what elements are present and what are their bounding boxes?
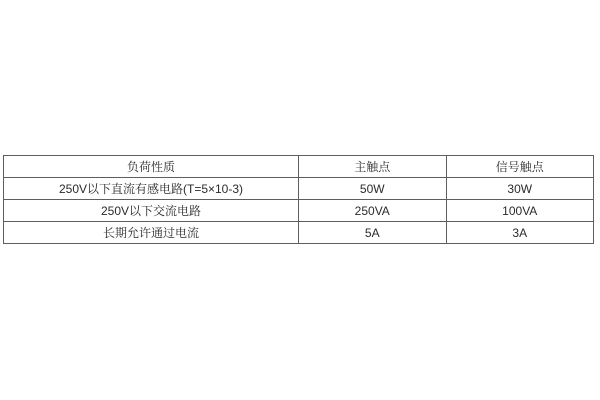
load-spec-table — [3, 155, 594, 244]
table-cell: 长期允许通过电流 — [4, 222, 299, 244]
header-cell-load-nature: 负荷性质 — [4, 156, 299, 178]
table-row — [4, 200, 594, 222]
table-cell: 250V以下交流电路 — [4, 200, 299, 222]
table-cell: 3A — [446, 222, 594, 244]
table-cell: 5A — [299, 222, 447, 244]
table-row — [4, 178, 594, 200]
table-cell: 250V以下直流有感电路(T=5×10-3) — [4, 178, 299, 200]
table-row — [4, 222, 594, 244]
table-cell: 250VA — [299, 200, 447, 222]
table-header-row — [4, 156, 594, 178]
table-cell: 30W — [446, 178, 594, 200]
header-cell-main-contact: 主触点 — [299, 156, 447, 178]
table-cell: 50W — [299, 178, 447, 200]
table-cell: 100VA — [446, 200, 594, 222]
header-cell-signal-contact: 信号触点 — [446, 156, 594, 178]
